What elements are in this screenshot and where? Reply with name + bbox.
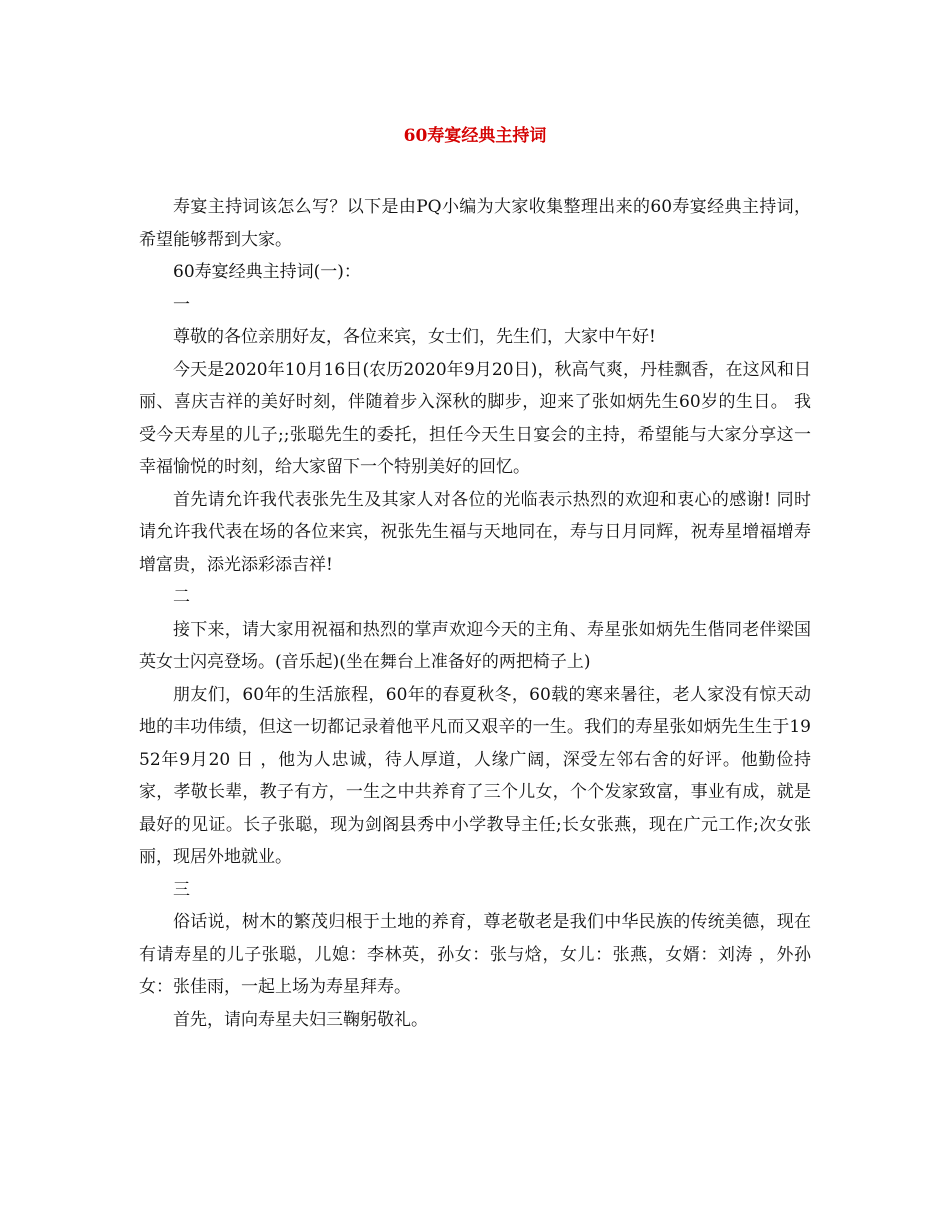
paragraph-family-tribute: 俗话说，树木的繁茂归根于土地的养育，尊老敬老是我们中华民族的传统美德，现在有请寿星的儿子张聪，儿媳：李林英，孙女：张与焓，女儿：张燕，女婿：刘涛 ，外孙女：张佳雨，一起上场为寿星拜寿。 <box>139 912 811 997</box>
paragraph-greeting: 尊敬的各位亲朋好友，各位来宾，女士们，先生们，大家中午好! <box>173 327 656 347</box>
paragraph-entrance: 接下来，请大家用祝福和热烈的掌声欢迎今天的主角、寿星张如炳先生偕同老伴梁国英女士闪亮登场。(音乐起)(坐在舞台上准备好的两把椅子上) <box>139 619 811 672</box>
document-title: 60寿宴经典主持词 <box>403 126 547 146</box>
paragraph-intro: 寿宴主持词该怎么写？以下是由PQ小编为大家收集整理出来的60寿宴经典主持词，希望能够帮到大家。 <box>139 197 811 250</box>
paragraph-part-one-marker: 一 <box>173 294 190 315</box>
document-body <box>139 191 811 1036</box>
paragraph-part-two-marker: 二 <box>173 587 190 607</box>
paragraph-date-occasion: 今天是2020年10月16日(农历2020年9月20日)，秋高气爽，丹桂飘香，在这风和日丽、喜庆吉祥的美好时刻，伴随着步入深秋的脚步，迎来了张如炳先生60岁的生日。 我受今天寿星的儿子;;张聪先生的委托，担任今天生日宴会的主持，希望能与大家分享这一幸福愉悦的时刻，给大家留下一个特别美好的回忆。 <box>139 359 811 477</box>
paragraph-part-three-marker: 三 <box>173 879 190 900</box>
paragraph-life-story: 朋友们，60年的生活旅程，60年的春夏秋冬，60载的寒来暑往，老人家没有惊天动地的丰功伟绩，但这一切都记录着他平凡而又艰辛的一生。我们的寿星张如炳先生生于1952年9月20 日 ，他为人忠诚，待人厚道，人缘广阔，深受左邻右舍的好评。他勤俭持家，孝敬长辈，教子有方，一生之中共养育了三个儿女，个个发家致富，事业有成，就是最好的见证。长子张聪，现为剑阁县秀中小学教导主任;长女张燕，现在广元工作;次女张丽，现居外地就业。 <box>139 684 811 867</box>
paragraph-bow: 首先，请向寿星夫妇三鞠躬敬礼。 <box>173 1009 428 1030</box>
paragraph-welcome-thanks: 首先请允许我代表张先生及其家人对各位的光临表示热烈的欢迎和衷心的感谢! 同时请允许我代表在场的各位来宾，祝张先生福与天地同在，寿与日月同辉，祝寿星增福增寿增富贵，添光添彩添吉祥! <box>139 489 811 575</box>
paragraph-section-heading: 60寿宴经典主持词(一)： <box>173 262 361 282</box>
